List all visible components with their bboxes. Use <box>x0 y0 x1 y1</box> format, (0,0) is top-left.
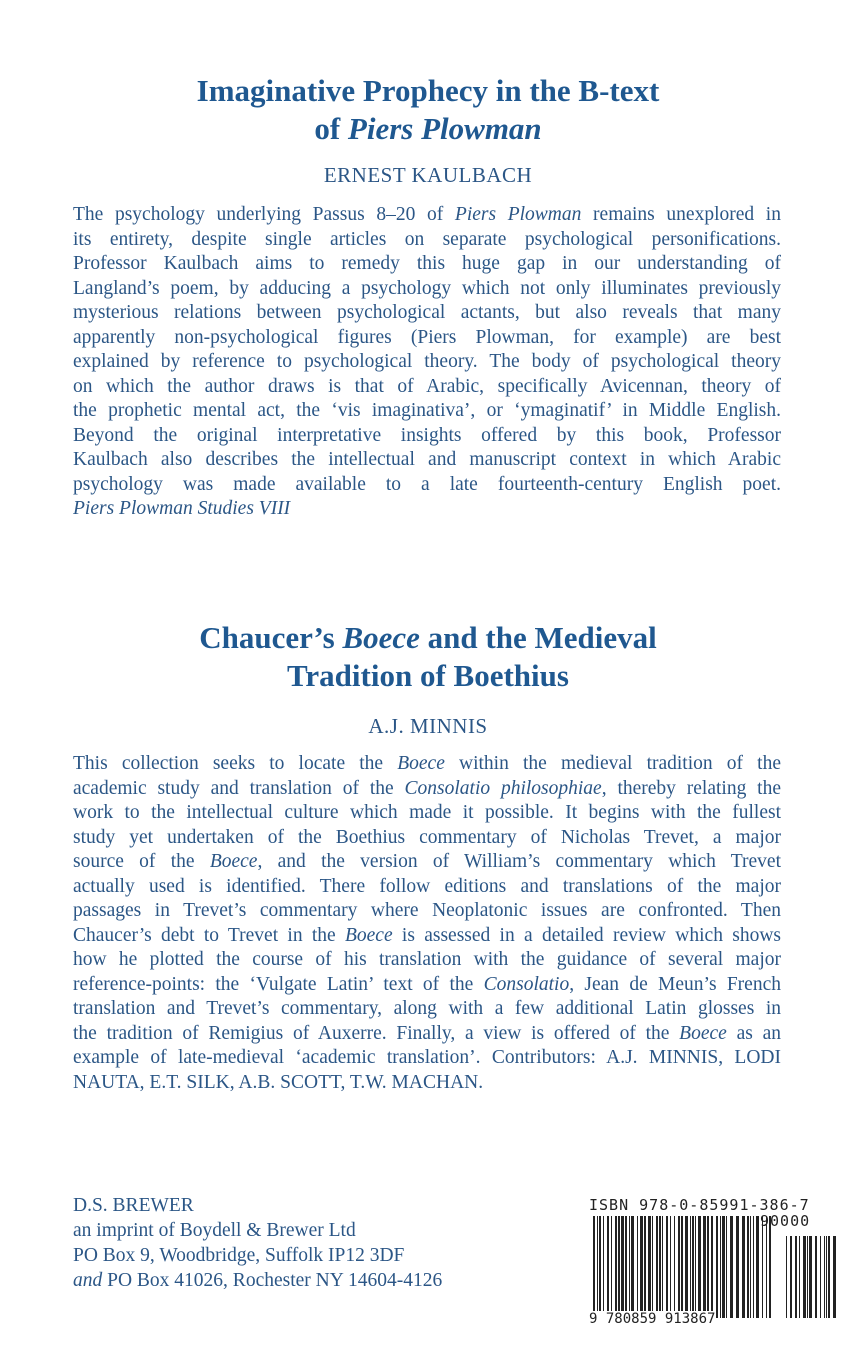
barcode-bar <box>790 1236 792 1318</box>
barcode-bar <box>659 1216 661 1318</box>
barcode-bar <box>769 1216 771 1318</box>
barcode-bar <box>711 1216 713 1318</box>
text: NAUTA, E.T. SILK, A.B. SCOTT, T.W. MACHAN. <box>73 1071 484 1093</box>
book2-title-line2: Tradition of Boethius <box>287 658 569 693</box>
barcode-bar <box>670 1216 671 1318</box>
text: its entirety, despite single articles on separate psychological personifications. <box>73 228 781 250</box>
description-line <box>73 875 781 900</box>
text: Professor Kaulbach aims to remedy this huge gap in our understanding of <box>73 253 781 274</box>
description-line <box>73 899 781 924</box>
publisher-imprint: an imprint of Boydell & Brewer Ltd <box>73 1220 356 1241</box>
description-line <box>73 777 781 802</box>
publisher-address-1: PO Box 9, Woodbridge, Suffolk IP12 3DF <box>73 1245 405 1266</box>
text: on which the author draws is that of Arabic, specifically Avicennan, theory of <box>73 375 781 397</box>
text: translation and Trevet’s commentary, along with a few additional Latin glosses in <box>73 998 781 1019</box>
barcode-bar <box>766 1216 767 1318</box>
italic-text: Boece <box>344 924 393 946</box>
description-line <box>73 497 781 522</box>
title-text: Chaucer’s <box>199 620 343 655</box>
text: academic study and translation of the <box>73 777 405 799</box>
barcode-bar <box>652 1216 653 1318</box>
barcode-bar <box>640 1216 643 1318</box>
barcode-bar <box>809 1236 812 1318</box>
description-line <box>73 973 781 998</box>
barcode-bar <box>795 1236 797 1318</box>
title-text: and the Medieval <box>419 620 657 655</box>
barcode-bar <box>820 1236 821 1318</box>
text: explained by reference to psychological theory. The body of psychological theory <box>73 351 781 372</box>
description-line <box>73 203 781 228</box>
description-line <box>73 1071 781 1096</box>
barcode-bar <box>618 1216 620 1318</box>
description-line <box>73 350 781 375</box>
description-line <box>73 924 781 949</box>
barcode-bar <box>631 1216 634 1318</box>
barcode-bar <box>695 1216 696 1318</box>
text: is assessed in a detailed review which shows <box>392 924 781 946</box>
text: Chaucer’s debt to Trevet in the <box>73 924 345 946</box>
description-line <box>73 948 781 973</box>
description-line <box>73 375 781 400</box>
publisher-address-2 <box>73 1268 442 1293</box>
barcode-bar <box>621 1216 624 1318</box>
barcode-bar <box>803 1236 806 1318</box>
text: mysterious relations between psychological actants, but also reveals that many <box>73 302 781 323</box>
italic-text: Boece <box>397 753 445 774</box>
address-text: PO Box 41026, Rochester NY 14604-4126 <box>102 1270 443 1291</box>
barcode-bar <box>747 1216 749 1318</box>
text: , Jean de Meun’s French <box>569 973 781 995</box>
barcode-bar <box>756 1216 759 1318</box>
text: actually used is identified. There follow editions and translations of the major <box>73 875 781 897</box>
barcode-bar <box>753 1216 754 1318</box>
barcode-bar <box>786 1236 787 1318</box>
italic-text: Consolatio <box>483 973 570 995</box>
barcode-bar <box>690 1216 691 1318</box>
description-line <box>73 301 781 326</box>
barcode-bar <box>611 1216 612 1318</box>
description-line <box>73 424 781 449</box>
barcode-bar <box>824 1236 825 1318</box>
text: Beyond the original interpretative insights offered by this book, Professor <box>73 424 781 446</box>
italic-text: Consolatio philosophiae <box>404 777 602 799</box>
description-line <box>73 752 781 777</box>
text: the tradition of Remigius of Auxerre. Finally, a view is offered of the <box>73 1022 680 1044</box>
book1-title-line2 <box>0 110 856 148</box>
book2-author: A.J. MINNIS <box>368 714 488 738</box>
barcode-bar <box>730 1216 733 1318</box>
text: reference-points: the ‘Vulgate Latin’ text of the <box>73 973 484 995</box>
barcode-bar <box>736 1216 739 1318</box>
barcode-bar <box>692 1216 694 1318</box>
italic-text: Piers Plowman Studies VIII <box>73 498 291 519</box>
barcode-bar <box>716 1216 718 1318</box>
barcode-bar <box>681 1216 683 1318</box>
barcode-bar <box>698 1216 701 1318</box>
description-line <box>73 399 781 424</box>
barcode-bar <box>648 1216 651 1318</box>
text: Kaulbach also describes the intellectual and manuscript context in which Arabic <box>73 449 781 470</box>
text: The psychology underlying Passus 8–20 of <box>73 204 455 225</box>
barcode-bar <box>615 1216 617 1318</box>
book1-title <box>0 72 856 148</box>
barcode-bar <box>722 1216 725 1318</box>
text: , and the version of William’s commentary which Trevet <box>257 851 781 872</box>
barcode-bar <box>678 1216 680 1318</box>
title-text: of <box>314 111 348 146</box>
book1-author: ERNEST KAULBACH <box>323 163 533 187</box>
book2-description <box>73 752 781 1095</box>
book2-title <box>0 619 856 695</box>
text: as an <box>726 1022 781 1044</box>
barcode-bar <box>599 1216 601 1318</box>
text: remains unexplored in <box>581 204 781 225</box>
title-italic: Piers Plowman <box>347 111 542 146</box>
italic-text: Piers Plowman <box>454 204 582 225</box>
description-line <box>73 1046 781 1071</box>
publisher-block <box>73 1193 442 1293</box>
barcode-bar <box>656 1216 658 1318</box>
barcode-bar <box>644 1216 646 1318</box>
text: example of late-medieval ‘academic translation’. Contributors: A.J. MINNIS, LODI <box>73 1047 781 1068</box>
text: work to the intellectual culture which made it possible. It begins with the fullest <box>73 802 781 823</box>
barcode-bar <box>685 1216 688 1318</box>
title-italic: Boece <box>342 620 420 655</box>
barcode-bar <box>597 1216 598 1318</box>
barcode-bar <box>720 1216 721 1318</box>
text: Langland’s poem, by adducing a psychology which not only illuminates previously <box>73 277 781 299</box>
barcode-bar <box>828 1236 830 1318</box>
barcode-bar <box>637 1216 638 1318</box>
barcode-bar <box>629 1216 630 1318</box>
barcode-bar <box>726 1216 727 1318</box>
barcode-bar <box>625 1216 627 1318</box>
barcode-bar <box>815 1236 817 1318</box>
text: psychology was made available to a late fourteenth-century English poet. <box>73 473 781 495</box>
ean-digits: 9 780859 913867 <box>589 1311 716 1327</box>
description-line <box>73 1022 781 1047</box>
barcode-bar <box>703 1216 706 1318</box>
description-line <box>73 448 781 473</box>
barcode-bar <box>826 1236 827 1318</box>
description-line <box>73 228 781 253</box>
description-line <box>73 252 781 277</box>
barcode-bar <box>707 1216 709 1318</box>
description-line <box>73 997 781 1022</box>
barcode-bar <box>807 1236 808 1318</box>
barcode-bar <box>799 1236 800 1318</box>
description-line <box>73 473 781 498</box>
italic-text: Boece <box>209 851 258 872</box>
book1-description <box>73 203 781 522</box>
barcode-bar <box>750 1216 751 1318</box>
barcode-bar <box>762 1216 763 1318</box>
publisher-name: D.S. BREWER <box>73 1195 194 1216</box>
description-line <box>73 826 781 851</box>
address-and: and <box>73 1270 103 1291</box>
barcode-bar <box>603 1216 604 1318</box>
text: study yet undertaken of the Boethius commentary of Nicholas Trevet, a major <box>73 826 781 848</box>
barcode-bar <box>662 1216 663 1318</box>
barcode-bar <box>674 1216 675 1318</box>
isbn-label: ISBN 978-0-85991-386-7 <box>589 1196 810 1214</box>
text: within the medieval tradition of the <box>444 753 781 774</box>
text: , thereby relating the <box>601 777 781 799</box>
book1-title-line1: Imaginative Prophecy in the B-text <box>196 73 660 108</box>
text: source of the <box>73 851 210 872</box>
description-line <box>73 277 781 302</box>
text: apparently non-psychological figures (Piers Plowman, for example) are best <box>73 326 781 348</box>
barcode-bar <box>666 1216 668 1318</box>
barcode-bar <box>742 1216 745 1318</box>
book2-title-line1 <box>0 619 856 657</box>
text: the prophetic mental act, the ‘vis imaginativa’, or ‘ymaginatif’ in Middle English. <box>73 400 781 421</box>
barcode-bar <box>607 1216 609 1318</box>
isbn-addon: 90000 <box>760 1212 811 1230</box>
description-line <box>73 850 781 875</box>
barcode-bar <box>593 1216 595 1318</box>
text: passages in Trevet’s commentary where Neoplatonic issues are confronted. Then <box>73 900 781 921</box>
italic-text: Boece <box>679 1022 727 1044</box>
description-line <box>73 326 781 351</box>
description-line <box>73 801 781 826</box>
barcode-bar <box>833 1236 836 1318</box>
text: This collection seeks to locate the <box>73 753 398 774</box>
text: how he plotted the course of his translation with the guidance of several major <box>73 949 781 970</box>
